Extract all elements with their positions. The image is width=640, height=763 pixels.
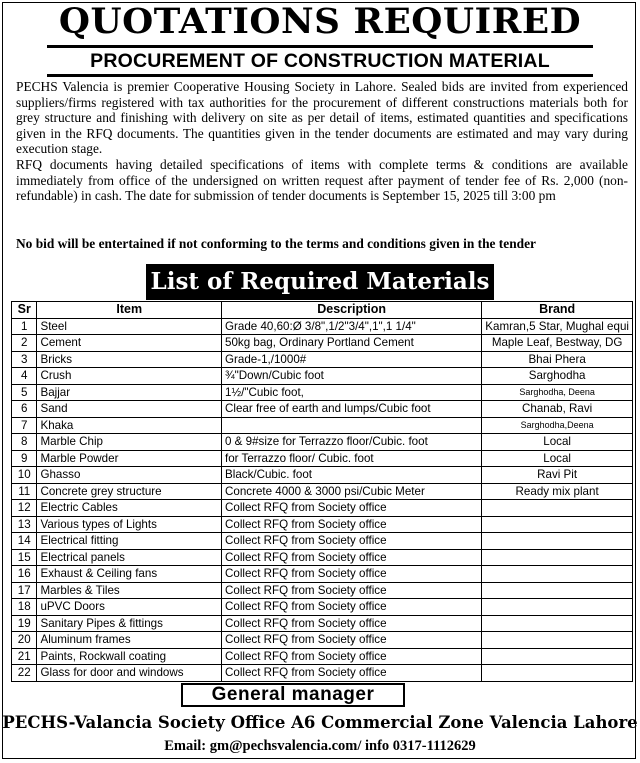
sr-cell: 22 (12, 665, 37, 682)
brand-cell: Sarghodha (482, 368, 633, 385)
brand-cell (482, 632, 633, 649)
table-row (12, 566, 633, 583)
table-row (12, 318, 633, 335)
item-cell: Electrical fitting (37, 533, 222, 550)
description-cell: Clear free of earth and lumps/Cubic foot (222, 401, 482, 418)
table-row (12, 417, 633, 434)
materials-table-body (12, 318, 633, 681)
table-row (12, 500, 633, 517)
description-cell: Collect RFQ from Society office (222, 582, 482, 599)
item-cell: Bricks (37, 351, 222, 368)
brand-cell: Sarghodha, Deena (482, 384, 633, 401)
sr-cell: 2 (12, 335, 37, 352)
description-cell: for Terrazzo floor/ Cubic. foot (222, 450, 482, 467)
description-cell: Collect RFQ from Society office (222, 599, 482, 616)
item-cell: Various types of Lights (37, 516, 222, 533)
table-row (12, 351, 633, 368)
page-title: QUOTATIONS REQUIRED (58, 1, 582, 42)
table-row (12, 401, 633, 418)
office-address: PECHS-Valancia Society Office A6 Commercial Zone Valencia Lahore (2, 713, 638, 732)
brand-cell (482, 599, 633, 616)
signatory-box: General manager (181, 683, 405, 707)
item-cell: Steel (37, 318, 222, 335)
description-cell: Grade-1,/1000# (222, 351, 482, 368)
brand-cell (482, 648, 633, 665)
item-cell: Ghasso (37, 467, 222, 484)
description-cell: Collect RFQ from Society office (222, 516, 482, 533)
sr-cell: 17 (12, 582, 37, 599)
table-row (12, 434, 633, 451)
item-cell: Bajjar (37, 384, 222, 401)
item-cell: uPVC Doors (37, 599, 222, 616)
brand-cell: Chanab, Ravi (482, 401, 633, 418)
item-cell: Marble Chip (37, 434, 222, 451)
brand-cell: Ravi Pit (482, 467, 633, 484)
sr-cell: 6 (12, 401, 37, 418)
column-header-sr: Sr (12, 302, 37, 319)
table-row (12, 533, 633, 550)
sr-cell: 12 (12, 500, 37, 517)
item-cell: Concrete grey structure (37, 483, 222, 500)
item-cell: Electric Cables (37, 500, 222, 517)
sr-cell: 15 (12, 549, 37, 566)
table-header-row (12, 302, 633, 319)
description-cell: 50kg bag, Ordinary Portland Cement (222, 335, 482, 352)
brand-cell (482, 500, 633, 517)
column-header-description: Description (222, 302, 482, 319)
item-cell: Marbles & Tiles (37, 582, 222, 599)
description-cell: Concrete 4000 & 3000 psi/Cubic Meter (222, 483, 482, 500)
item-cell: Aluminum frames (37, 632, 222, 649)
invitation-paragraph: PECHS Valencia is premier Cooperative Housing Society in Lahore. Sealed bids are invited from experienced suppliers/firms registered with tax authorities for the procurement of different constructions materials both for grey structure and finishing with delivery on site as per detail of items, estimated quantities and specifications given in the RFQ documents. The quantities given in the tender documents are estimated and may vary during execution stage. (16, 79, 628, 157)
conformity-notice: No bid will be entertained if not conforming to the terms and conditions given in the tender (16, 236, 536, 251)
description-cell: Grade 40,60:Ø 3/8",1/2"3/4",1",1 1/4" (222, 318, 482, 335)
table-row (12, 582, 633, 599)
materials-list-title: List of Required Materials (146, 264, 494, 300)
sr-cell: 14 (12, 533, 37, 550)
description-cell: Collect RFQ from Society office (222, 615, 482, 632)
brand-cell (482, 615, 633, 632)
page-subtitle: PROCUREMENT OF CONSTRUCTION MATERIAL (90, 50, 550, 72)
description-cell: Collect RFQ from Society office (222, 549, 482, 566)
column-header-item: Item (37, 302, 222, 319)
sr-cell: 18 (12, 599, 37, 616)
brand-cell (482, 582, 633, 599)
brand-cell: Local (482, 434, 633, 451)
brand-cell (482, 549, 633, 566)
sr-cell: 10 (12, 467, 37, 484)
contact-info: Email: gm@pechsvalencia.com/ info 0317-1112629 (164, 738, 476, 754)
table-row (12, 335, 633, 352)
sr-cell: 5 (12, 384, 37, 401)
sr-cell: 7 (12, 417, 37, 434)
description-cell: Collect RFQ from Society office (222, 566, 482, 583)
item-cell: Glass for door and windows (37, 665, 222, 682)
sr-cell: 16 (12, 566, 37, 583)
sr-cell: 4 (12, 368, 37, 385)
sr-cell: 9 (12, 450, 37, 467)
sr-cell: 13 (12, 516, 37, 533)
item-cell: Sand (37, 401, 222, 418)
table-row (12, 665, 633, 682)
description-cell: 1½/"Cubic foot, (222, 384, 482, 401)
invitation-text (16, 79, 628, 204)
brand-cell: Maple Leaf, Bestway, DG (482, 335, 633, 352)
brand-cell: Kamran,5 Star, Mughal equi (482, 318, 633, 335)
sr-cell: 3 (12, 351, 37, 368)
table-row (12, 450, 633, 467)
brand-cell (482, 566, 633, 583)
sr-cell: 20 (12, 632, 37, 649)
table-row (12, 549, 633, 566)
description-cell: Collect RFQ from Society office (222, 665, 482, 682)
description-cell: Collect RFQ from Society office (222, 500, 482, 517)
description-cell: Collect RFQ from Society office (222, 533, 482, 550)
sr-cell: 19 (12, 615, 37, 632)
brand-cell: Bhai Phera (482, 351, 633, 368)
brand-cell: Ready mix plant (482, 483, 633, 500)
table-row (12, 599, 633, 616)
item-cell: Khaka (37, 417, 222, 434)
description-cell: ¾"Down/Cubic foot (222, 368, 482, 385)
table-row (12, 632, 633, 649)
description-cell: Collect RFQ from Society office (222, 632, 482, 649)
description-cell (222, 417, 482, 434)
table-row (12, 467, 633, 484)
brand-cell (482, 516, 633, 533)
table-row (12, 615, 633, 632)
item-cell: Paints, Rockwall coating (37, 648, 222, 665)
table-row (12, 384, 633, 401)
table-row (12, 483, 633, 500)
sr-cell: 8 (12, 434, 37, 451)
item-cell: Electrical panels (37, 549, 222, 566)
sr-cell: 1 (12, 318, 37, 335)
brand-cell: Sarghodha,Deena (482, 417, 633, 434)
description-cell: 0 & 9#size for Terrazzo floor/Cubic. foot (222, 434, 482, 451)
materials-table (11, 301, 633, 682)
description-cell: Collect RFQ from Society office (222, 648, 482, 665)
brand-cell (482, 533, 633, 550)
table-row (12, 648, 633, 665)
brand-cell: Local (482, 450, 633, 467)
sr-cell: 11 (12, 483, 37, 500)
item-cell: Crush (37, 368, 222, 385)
item-cell: Marble Powder (37, 450, 222, 467)
brand-cell (482, 665, 633, 682)
rfq-paragraph: RFQ documents having detailed specifications of items with complete terms & conditions are available immediately from office of the undersigned on written request after payment of tender fee of Rs. 2,000 (non-refundable) in cash. The date for submission of tender documents is September 15, 2025 till 3:00 pm (16, 156, 628, 204)
item-cell: Sanitary Pipes & fittings (37, 615, 222, 632)
description-cell: Black/Cubic. foot (222, 467, 482, 484)
table-row (12, 368, 633, 385)
table-row (12, 516, 633, 533)
item-cell: Exhaust & Ceiling fans (37, 566, 222, 583)
sr-cell: 21 (12, 648, 37, 665)
item-cell: Cement (37, 335, 222, 352)
column-header-brand: Brand (482, 302, 633, 319)
